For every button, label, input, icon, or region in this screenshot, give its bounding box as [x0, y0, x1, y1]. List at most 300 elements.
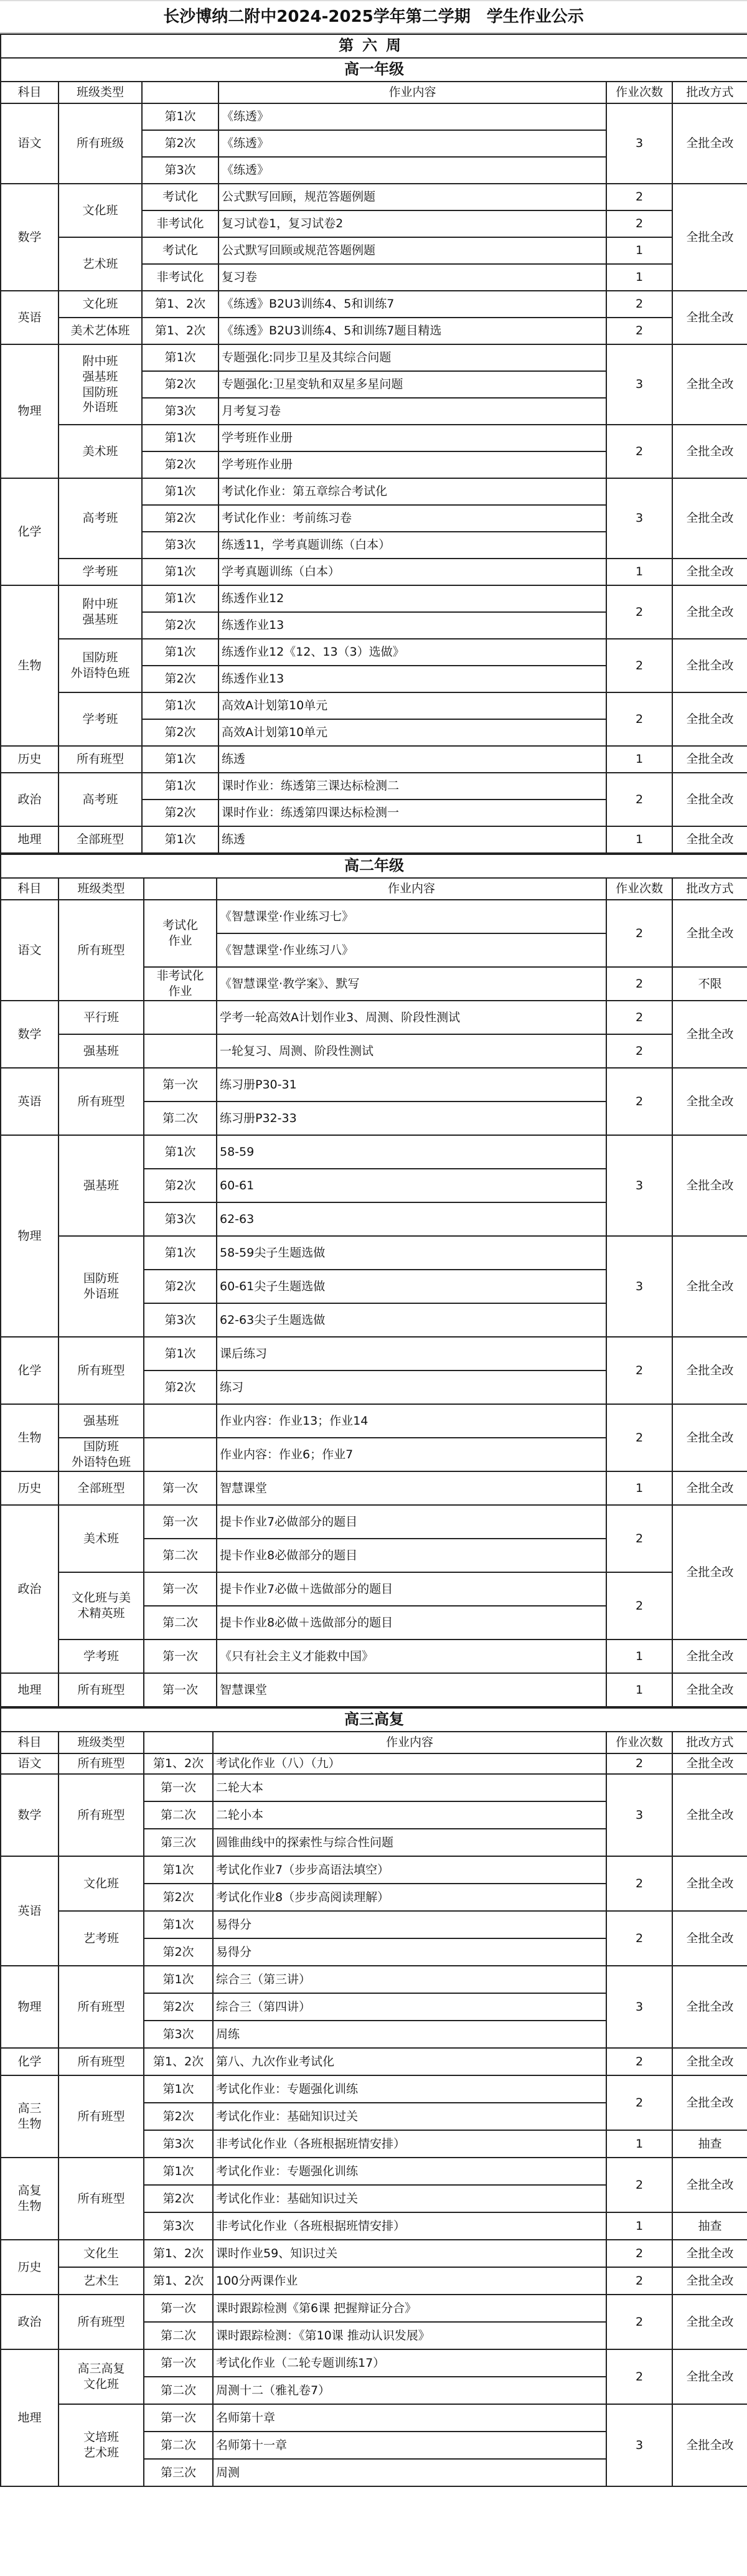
- cell-content: 练习: [217, 1371, 606, 1404]
- cell-content: 高效A计划第10单元: [218, 719, 606, 746]
- cell-class-type: 附中班 强基班: [59, 585, 142, 639]
- cell-content: 学考一轮高效A计划作业3、周测、阶段性测试: [217, 1001, 606, 1034]
- table-row: [1, 1471, 747, 1505]
- cell-count: 1: [606, 1471, 672, 1505]
- column-header-seq: [144, 878, 217, 900]
- cell-count: 2: [606, 1337, 672, 1404]
- cell-class-type: 国防班 外语特色班: [59, 1438, 144, 1471]
- cell-count: 2: [606, 2349, 672, 2404]
- cell-sequence: 第2次: [142, 800, 218, 826]
- cell-content: 课时跟踪检测：《第10课 推动认识发展》: [213, 2322, 606, 2349]
- cell-count: 2: [606, 1911, 672, 1966]
- cell-count: 1: [606, 237, 672, 264]
- cell-sequence: 第一次: [144, 1471, 217, 1505]
- cell-sequence: [144, 1034, 217, 1068]
- table-row: [1, 1673, 747, 1707]
- cell-grading: 全批全改: [672, 184, 747, 291]
- column-header-seq: [142, 82, 218, 103]
- table-row: [1, 237, 747, 264]
- cell-class-type: 附中班 强基班 国防班 外语班: [59, 344, 142, 425]
- cell-sequence: 第一次: [144, 2295, 213, 2322]
- cell-grading: 全批全改: [672, 2404, 747, 2486]
- column-header-content: 作业内容: [213, 1732, 606, 1753]
- cell-content: 作业内容：作业6；作业7: [217, 1438, 606, 1471]
- cell-content: 提卡作业7必做＋选做部分的题目: [217, 1572, 606, 1606]
- cell-subject: 高三 生物: [1, 2075, 59, 2158]
- cell-content: 专题强化:卫星变轨和双星多星问题: [218, 371, 606, 398]
- cell-content: 考试化作业7（步步高语法填空）: [213, 1856, 606, 1884]
- cell-content: 课后练习: [217, 1337, 606, 1371]
- cell-content: 易得分: [213, 1938, 606, 1966]
- cell-content: 练透: [218, 746, 606, 773]
- cell-sequence: 考试化 作业: [144, 900, 217, 967]
- cell-sequence: 第2次: [144, 2103, 213, 2130]
- cell-sequence: 考试化: [142, 237, 218, 264]
- table-row: [1, 1753, 747, 1774]
- cell-sequence: 第二次: [144, 1606, 217, 1639]
- cell-grading: 抽查: [672, 2130, 747, 2158]
- cell-content: 智慧课堂: [217, 1471, 606, 1505]
- cell-grading: 全批全改: [672, 1911, 747, 1966]
- cell-sequence: 第2次: [144, 1169, 217, 1202]
- cell-count: 3: [606, 1135, 672, 1236]
- cell-class-type: 所有班级: [59, 103, 142, 184]
- cell-sequence: 第3次: [142, 398, 218, 425]
- column-header-content: 作业内容: [217, 878, 606, 900]
- cell-grading: 全批全改: [672, 1505, 747, 1639]
- cell-class-type: 学考班: [59, 692, 142, 746]
- cell-content: 第八、九次作业考试化: [213, 2048, 606, 2075]
- cell-sequence: 第一次: [144, 2349, 213, 2377]
- cell-count: 2: [606, 425, 672, 478]
- table-row: [1, 2295, 747, 2322]
- cell-content: 考试化作业：专题强化训练: [213, 2075, 606, 2103]
- cell-sequence: 第二次: [144, 1801, 213, 1829]
- column-header-class-type: 班级类型: [59, 878, 144, 900]
- cell-subject: 数学: [1, 1001, 59, 1068]
- cell-subject: 数学: [1, 1774, 59, 1856]
- cell-content: 考试化作业：第五章综合考试化: [218, 478, 606, 505]
- cell-class-type: 文培班 艺术班: [59, 2404, 144, 2486]
- cell-count: 2: [606, 1034, 672, 1068]
- column-header-grading: 批改方式: [672, 82, 747, 103]
- cell-content: 提卡作业8必做部分的题目: [217, 1539, 606, 1572]
- cell-sequence: 第3次: [144, 2130, 213, 2158]
- cell-sequence: 第1次: [142, 103, 218, 130]
- cell-sequence: 第2次: [144, 1938, 213, 1966]
- cell-subject: 化学: [1, 1337, 59, 1404]
- cell-content: 练透: [218, 826, 606, 853]
- cell-content: 提卡作业7必做部分的题目: [217, 1505, 606, 1539]
- cell-class-type: 所有班型: [59, 1966, 144, 2048]
- cell-content: 100分两课作业: [213, 2267, 606, 2295]
- cell-sequence: 第3次: [144, 2021, 213, 2048]
- table-row: [1, 1856, 747, 1884]
- cell-grading: 全批全改: [672, 2295, 747, 2349]
- cell-subject: 物理: [1, 1135, 59, 1337]
- cell-class-type: 高三高复 文化班: [59, 2349, 144, 2404]
- cell-sequence: 第二次: [144, 2432, 213, 2459]
- table-row: [1, 1404, 747, 1438]
- cell-sequence: 第一次: [144, 1673, 217, 1707]
- cell-count: 3: [606, 1236, 672, 1337]
- cell-grading: 全批全改: [672, 826, 747, 853]
- cell-class-type: 所有班型: [59, 2048, 144, 2075]
- table-row: [1, 1774, 747, 1801]
- page-title: 长沙博纳二附中2024-2025学年第二学期 学生作业公示: [0, 0, 747, 34]
- cell-content: 综合三（第四讲）: [213, 1993, 606, 2021]
- cell-sequence: 第3次: [144, 1202, 217, 1236]
- cell-class-type: 艺考班: [59, 1911, 144, 1966]
- cell-sequence: 非考试化: [142, 264, 218, 291]
- homework-tables: [0, 34, 747, 2487]
- cell-subject: 英语: [1, 1068, 59, 1135]
- cell-sequence: 第1次: [144, 2075, 213, 2103]
- cell-sequence: 第一次: [144, 1068, 217, 1102]
- cell-count: 2: [606, 1753, 672, 1774]
- cell-content: 名师第十章: [213, 2404, 606, 2432]
- cell-content: 一轮复习、周测、阶段性测试: [217, 1034, 606, 1068]
- cell-class-type: 所有班型: [59, 1673, 144, 1707]
- cell-subject: 政治: [1, 1505, 59, 1673]
- cell-sequence: 第二次: [144, 1539, 217, 1572]
- cell-count: 2: [606, 2240, 672, 2267]
- cell-content: 《智慧课堂·教学案》、默写: [217, 967, 606, 1001]
- table-row: [1, 1135, 747, 1169]
- cell-grading: 全批全改: [672, 746, 747, 773]
- cell-sequence: 第2次: [144, 1371, 217, 1404]
- cell-content: 作业内容：作业13；作业14: [217, 1404, 606, 1438]
- cell-subject: 英语: [1, 291, 59, 344]
- cell-content: 月考复习卷: [218, 398, 606, 425]
- cell-sequence: 第一次: [144, 1572, 217, 1606]
- cell-sequence: 非考试化: [142, 210, 218, 237]
- cell-sequence: 第2次: [144, 1270, 217, 1303]
- cell-content: 公式默写回顾或规范答题例题: [218, 237, 606, 264]
- cell-content: 练习册P32-33: [217, 1102, 606, 1135]
- cell-content: 提卡作业8必做＋选做部分的题目: [217, 1606, 606, 1639]
- cell-class-type: 国防班 外语班: [59, 1236, 144, 1337]
- cell-class-type: 文化生: [59, 2240, 144, 2267]
- cell-sequence: 第1次: [144, 1966, 213, 1993]
- cell-content: 考试化作业（八）（九）: [213, 1753, 606, 1774]
- cell-count: 2: [606, 1068, 672, 1135]
- cell-sequence: 第二次: [144, 2377, 213, 2404]
- cell-sequence: 第1、2次: [144, 2267, 213, 2295]
- cell-class-type: 全部班型: [59, 1471, 144, 1505]
- cell-content: 《练透》: [218, 103, 606, 130]
- cell-sequence: 第二次: [144, 1102, 217, 1135]
- cell-class-type: 高考班: [59, 478, 142, 559]
- cell-content: 二轮大本: [213, 1774, 606, 1801]
- cell-grading: 全批全改: [672, 103, 747, 184]
- cell-sequence: 第1、2次: [144, 1753, 213, 1774]
- cell-content: 考试化作业8（步步高阅读理解）: [213, 1884, 606, 1911]
- cell-subject: 地理: [1, 1673, 59, 1707]
- grade-heading: 高三高复: [1, 1708, 747, 1732]
- cell-class-type: 所有班型: [59, 900, 144, 1001]
- cell-content: 专题强化:同步卫星及其综合问题: [218, 344, 606, 371]
- cell-subject: 化学: [1, 2048, 59, 2075]
- column-header-content: 作业内容: [218, 82, 606, 103]
- cell-sequence: 第一次: [144, 1639, 217, 1673]
- cell-grading: 全批全改: [672, 585, 747, 639]
- table-row: [1, 639, 747, 666]
- cell-content: 练透作业12: [218, 585, 606, 612]
- table-row: [1, 1966, 747, 1993]
- table-row: [1, 1001, 747, 1034]
- cell-sequence: 考试化: [142, 184, 218, 210]
- table-row: [1, 1034, 747, 1068]
- cell-subject: 语文: [1, 900, 59, 1001]
- cell-count: 1: [606, 1673, 672, 1707]
- cell-sequence: 第3次: [142, 157, 218, 184]
- cell-count: 3: [606, 478, 672, 559]
- table-row: [1, 900, 747, 933]
- table-row: [1, 773, 747, 800]
- cell-grading: 不限: [672, 967, 747, 1001]
- cell-count: 2: [606, 318, 672, 344]
- cell-count: 2: [606, 773, 672, 826]
- cell-grading: 全批全改: [672, 1753, 747, 1774]
- cell-count: 2: [606, 184, 672, 210]
- grade-table: [0, 1707, 747, 2487]
- cell-subject: 地理: [1, 2349, 59, 2486]
- cell-grading: 全批全改: [672, 2158, 747, 2212]
- table-row: [1, 1337, 747, 1371]
- table-row: [1, 2075, 747, 2103]
- table-row: [1, 1068, 747, 1102]
- cell-count: 2: [606, 967, 672, 1001]
- cell-class-type: 所有班型: [59, 1068, 144, 1135]
- cell-count: 1: [606, 826, 672, 853]
- column-header-seq: [144, 1732, 213, 1753]
- cell-content: 课时作业59、知识过关: [213, 2240, 606, 2267]
- cell-grading: 全批全改: [672, 1404, 747, 1471]
- cell-count: 2: [606, 692, 672, 746]
- cell-content: 练透11，学考真题训练（白本）: [218, 532, 606, 559]
- table-row: [1, 478, 747, 505]
- cell-class-type: 所有班型: [59, 1774, 144, 1856]
- grade-table: [0, 34, 747, 854]
- cell-class-type: 高考班: [59, 773, 142, 826]
- table-row: [1, 1911, 747, 1938]
- cell-sequence: 第1次: [144, 1856, 213, 1884]
- cell-sequence: 第三次: [144, 1829, 213, 1856]
- cell-sequence: [144, 1001, 217, 1034]
- cell-content: 公式默写回顾，规范答题例题: [218, 184, 606, 210]
- cell-sequence: 第1次: [142, 478, 218, 505]
- cell-count: 1: [606, 264, 672, 291]
- table-row: [1, 344, 747, 371]
- cell-count: 2: [606, 2048, 672, 2075]
- cell-content: 《智慧课堂·作业练习八》: [217, 933, 606, 967]
- cell-content: 学考班作业册: [218, 425, 606, 451]
- cell-class-type: 艺术生: [59, 2267, 144, 2295]
- cell-content: 62-63: [217, 1202, 606, 1236]
- cell-count: 3: [606, 344, 672, 425]
- cell-content: 58-59尖子生题选做: [217, 1236, 606, 1270]
- cell-sequence: [144, 1404, 217, 1438]
- cell-grading: 全批全改: [672, 1471, 747, 1505]
- cell-grading: 全批全改: [672, 425, 747, 478]
- cell-sequence: 第2次: [142, 612, 218, 639]
- cell-class-type: 文化班: [59, 184, 142, 237]
- table-row: [1, 2267, 747, 2295]
- cell-count: 1: [606, 746, 672, 773]
- cell-sequence: 第1次: [142, 826, 218, 853]
- cell-content: 《只有社会主义才能救中国》: [217, 1639, 606, 1673]
- cell-subject: 高复 生物: [1, 2158, 59, 2240]
- cell-class-type: 强基班: [59, 1034, 144, 1068]
- cell-sequence: 第1次: [142, 344, 218, 371]
- cell-grading: 全批全改: [672, 2349, 747, 2404]
- cell-subject: 语文: [1, 103, 59, 184]
- cell-class-type: 所有班型: [59, 2295, 144, 2349]
- table-row: [1, 103, 747, 130]
- cell-content: 复习试卷1，复习试卷2: [218, 210, 606, 237]
- cell-content: 考试化作业：基础知识过关: [213, 2185, 606, 2212]
- grade-heading: 高一年级: [1, 58, 747, 82]
- cell-class-type: 所有班型: [59, 2075, 144, 2158]
- column-header-count: 作业次数: [606, 1732, 672, 1753]
- cell-content: 高效A计划第10单元: [218, 692, 606, 719]
- table-row: [1, 425, 747, 451]
- grade-table: [0, 854, 747, 1707]
- cell-count: 2: [606, 210, 672, 237]
- table-row: [1, 1639, 747, 1673]
- table-row: [1, 559, 747, 585]
- cell-content: 《智慧课堂·作业练习七》: [217, 900, 606, 933]
- table-row: [1, 692, 747, 719]
- column-header-subject: 科目: [1, 82, 59, 103]
- cell-subject: 政治: [1, 2295, 59, 2349]
- cell-grading: 全批全改: [672, 1774, 747, 1856]
- table-row: [1, 2349, 747, 2377]
- column-header-count: 作业次数: [606, 878, 672, 900]
- cell-sequence: 第一次: [144, 1774, 213, 1801]
- cell-sequence: 第1次: [142, 559, 218, 585]
- cell-sequence: 第二次: [144, 2322, 213, 2349]
- column-header-grading: 批改方式: [672, 878, 747, 900]
- table-row: [1, 2240, 747, 2267]
- cell-sequence: 第1次: [142, 746, 218, 773]
- cell-grading: 全批全改: [672, 639, 747, 692]
- cell-count: 3: [606, 1966, 672, 2048]
- cell-class-type: 美术班: [59, 1505, 144, 1572]
- cell-content: 考试化作业：基础知识过关: [213, 2103, 606, 2130]
- cell-sequence: 第1次: [142, 639, 218, 666]
- cell-subject: 历史: [1, 2240, 59, 2295]
- cell-count: 2: [606, 1572, 672, 1639]
- cell-sequence: 第2次: [142, 371, 218, 398]
- cell-sequence: 第1次: [144, 1911, 213, 1938]
- cell-subject: 物理: [1, 1966, 59, 2048]
- cell-grading: 全批全改: [672, 291, 747, 344]
- cell-count: 2: [606, 639, 672, 692]
- cell-class-type: 文化班与美 术精英班: [59, 1572, 144, 1639]
- cell-grading: 全批全改: [672, 1001, 747, 1068]
- table-row: [1, 2404, 747, 2432]
- table-row: [1, 826, 747, 853]
- cell-content: 60-61: [217, 1169, 606, 1202]
- cell-count: 2: [606, 291, 672, 318]
- cell-content: 周练: [213, 2021, 606, 2048]
- column-header-class-type: 班级类型: [59, 1732, 144, 1753]
- cell-grading: 全批全改: [672, 773, 747, 826]
- cell-count: 1: [606, 2130, 672, 2158]
- table-row: [1, 1572, 747, 1606]
- cell-class-type: 所有班型: [59, 746, 142, 773]
- column-header-subject: 科目: [1, 1732, 59, 1753]
- cell-grading: 全批全改: [672, 1856, 747, 1911]
- cell-sequence: 第3次: [144, 1303, 217, 1337]
- cell-subject: 化学: [1, 478, 59, 585]
- cell-sequence: 第2次: [142, 505, 218, 532]
- cell-grading: 全批全改: [672, 1135, 747, 1236]
- cell-content: 课时作业：练透第三课达标检测二: [218, 773, 606, 800]
- cell-count: 3: [606, 2404, 672, 2486]
- cell-grading: 全批全改: [672, 2267, 747, 2295]
- cell-sequence: 第1次: [142, 425, 218, 451]
- cell-grading: 全批全改: [672, 692, 747, 746]
- table-row: [1, 1505, 747, 1539]
- cell-count: 2: [606, 2158, 672, 2212]
- cell-grading: 全批全改: [672, 344, 747, 425]
- cell-content: 二轮小本: [213, 1801, 606, 1829]
- table-row: [1, 2158, 747, 2185]
- cell-count: 1: [606, 1639, 672, 1673]
- cell-content: 62-63尖子生题选做: [217, 1303, 606, 1337]
- table-row: [1, 585, 747, 612]
- cell-sequence: 第1次: [142, 773, 218, 800]
- cell-grading: 全批全改: [672, 1639, 747, 1673]
- cell-content: 复习卷: [218, 264, 606, 291]
- cell-grading: 全批全改: [672, 1673, 747, 1707]
- cell-grading: 全批全改: [672, 1236, 747, 1337]
- cell-class-type: 艺术班: [59, 237, 142, 291]
- cell-subject: 物理: [1, 344, 59, 478]
- cell-content: 练透作业12《12、13（3）选做》: [218, 639, 606, 666]
- cell-sequence: 第1次: [144, 1337, 217, 1371]
- cell-class-type: 文化班: [59, 1856, 144, 1911]
- column-header-class-type: 班级类型: [59, 82, 142, 103]
- cell-content: 周测: [213, 2459, 606, 2486]
- cell-sequence: 第一次: [144, 1505, 217, 1539]
- cell-sequence: 第2次: [142, 719, 218, 746]
- cell-sequence: 第2次: [144, 2185, 213, 2212]
- cell-count: 1: [606, 559, 672, 585]
- cell-class-type: 国防班 外语特色班: [59, 639, 142, 692]
- cell-sequence: 第3次: [142, 532, 218, 559]
- cell-class-type: 学考班: [59, 1639, 144, 1673]
- cell-content: 学考真题训练（白本）: [218, 559, 606, 585]
- cell-subject: 数学: [1, 184, 59, 291]
- cell-class-type: 所有班型: [59, 1337, 144, 1404]
- cell-sequence: 第一次: [144, 2404, 213, 2432]
- cell-content: 练习册P30-31: [217, 1068, 606, 1102]
- cell-class-type: 文化班: [59, 291, 142, 318]
- cell-sequence: 第2次: [144, 1884, 213, 1911]
- cell-content: 学考班作业册: [218, 451, 606, 478]
- cell-count: 2: [606, 1505, 672, 1572]
- cell-class-type: 全部班型: [59, 826, 142, 853]
- cell-count: 2: [606, 900, 672, 967]
- cell-sequence: 非考试化 作业: [144, 967, 217, 1001]
- table-row: [1, 318, 747, 344]
- cell-class-type: 学考班: [59, 559, 142, 585]
- cell-count: 1: [606, 2212, 672, 2240]
